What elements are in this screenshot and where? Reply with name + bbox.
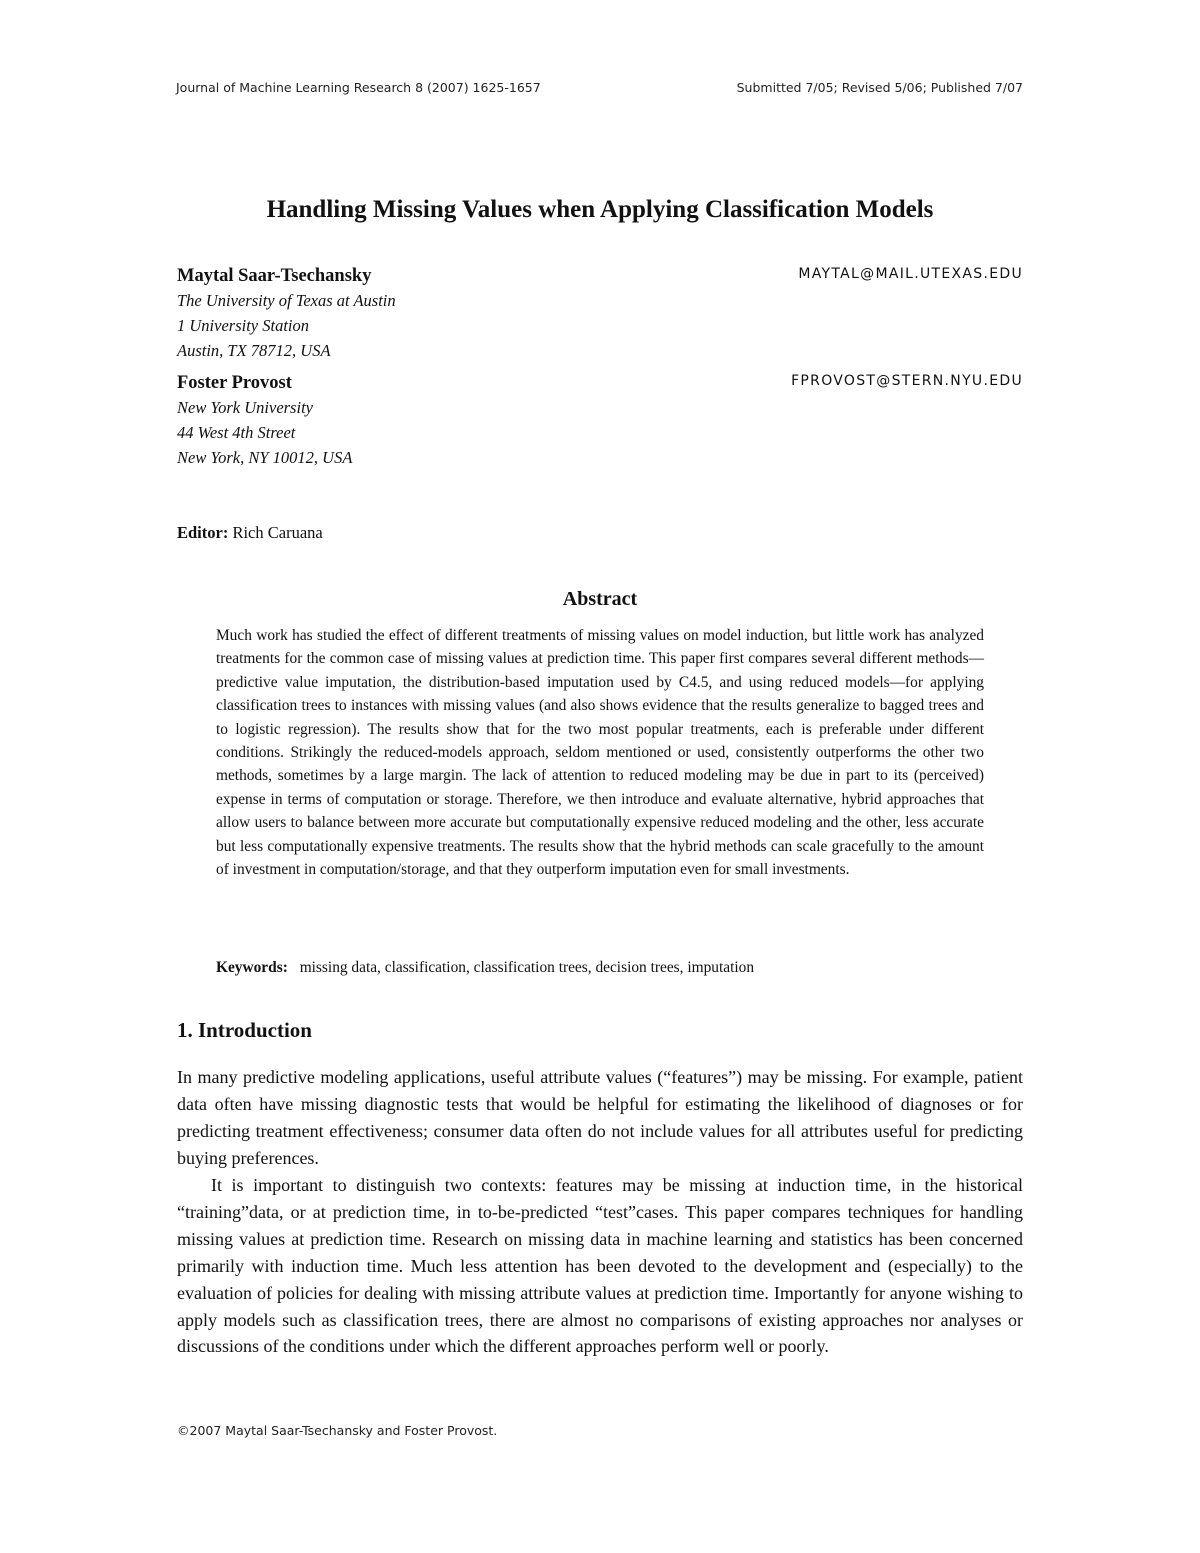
- keywords-text: missing data, classification, classification trees, decision trees, imputation: [299, 959, 755, 976]
- editor-line: [177, 523, 323, 543]
- affiliation-line: New York, NY 10012, USA: [177, 448, 353, 467]
- editor-name: Rich Caruana: [232, 523, 323, 542]
- author-email: FPROVOST@STERN.NYU.EDU: [791, 373, 1023, 389]
- body-paragraph: It is important to distinguish two contexts: features may be missing at induction time, in the historical “training”data, or at prediction time, in to-be-predicted “test”cases. This paper compares techniques for handling missing values at prediction time. Research on missing data in machine learning and statistics has been concerned primarily with induction time. Much less attention has been devoted to the development and (especially) to the evaluation of policies for dealing with missing attribute values at prediction time. Importantly for anyone wishing to apply models such as classification trees, there are almost no comparisons of existing approaches nor analyses or discussions of the conditions under which the different approaches perform well or poorly.: [177, 1175, 1023, 1357]
- author-name: Foster Provost: [177, 373, 292, 393]
- affiliation-line: 44 West 4th Street: [177, 423, 296, 442]
- editor-label: Editor:: [177, 523, 229, 542]
- section-heading: 1. Introduction: [177, 1018, 312, 1042]
- affiliation-line: 1 University Station: [177, 316, 309, 335]
- affiliation-line: The University of Texas at Austin: [177, 291, 396, 310]
- author-name: Maytal Saar-Tsechansky: [177, 266, 372, 286]
- body-paragraph: In many predictive modeling applications, useful attribute values (“features”) may be missing. For example, patient data often have missing diagnostic tests that would be helpful for estimating the likelihood of diagnoses or for predicting treatment effectiveness; consumer data often do not include values for all attributes useful for predicting buying preferences.: [177, 1067, 1023, 1168]
- author-block-1: [177, 264, 1023, 363]
- publication-history: Submitted 7/05; Revised 5/06; Published 7/07: [736, 80, 1023, 95]
- keywords-label: Keywords:: [216, 959, 288, 976]
- running-header: [176, 80, 1023, 100]
- author-email: MAYTAL@MAIL.UTEXAS.EDU: [798, 266, 1023, 282]
- affiliation-line: New York University: [177, 398, 313, 417]
- paper-title: Handling Missing Values when Applying Classification Models: [266, 196, 934, 223]
- journal-citation: Journal of Machine Learning Research 8 (2007) 1625-1657: [176, 80, 541, 95]
- abstract-text: Much work has studied the effect of different treatments of missing values on model induction, but little work has analyzed treatments for the common case of missing values at prediction time. This paper first compares several different methods—predictive value imputation, the distribution-based imputation used by C4.5, and using reduced models—for applying classification trees to instances with missing values (and also shows evidence that the results generalize to bagged trees and to logistic regression). The results show that for the two most popular treatments, each is preferable under different conditions. Strikingly the reduced-models approach, seldom mentioned or used, consistently outperforms the other two methods, sometimes by a large margin. The lack of attention to reduced modeling may be due in part to its (perceived) expense in terms of computation or storage. Therefore, we then introduce and evaluate alternative, hybrid approaches that allow users to balance between more accurate but computationally expensive reduced modeling and the other, less accurate but less computationally expensive treatments. The results show that the hybrid methods can scale gracefully to the amount of investment in computation/storage, and that they outperform imputation even for small investments.: [216, 627, 984, 879]
- copyright-footer: ©2007 Maytal Saar-Tsechansky and Foster Provost.: [177, 1423, 498, 1438]
- affiliation-line: Austin, TX 78712, USA: [177, 341, 331, 360]
- keywords-line: [216, 959, 984, 977]
- author-block-2: [177, 371, 1023, 470]
- abstract-heading: Abstract: [562, 588, 638, 610]
